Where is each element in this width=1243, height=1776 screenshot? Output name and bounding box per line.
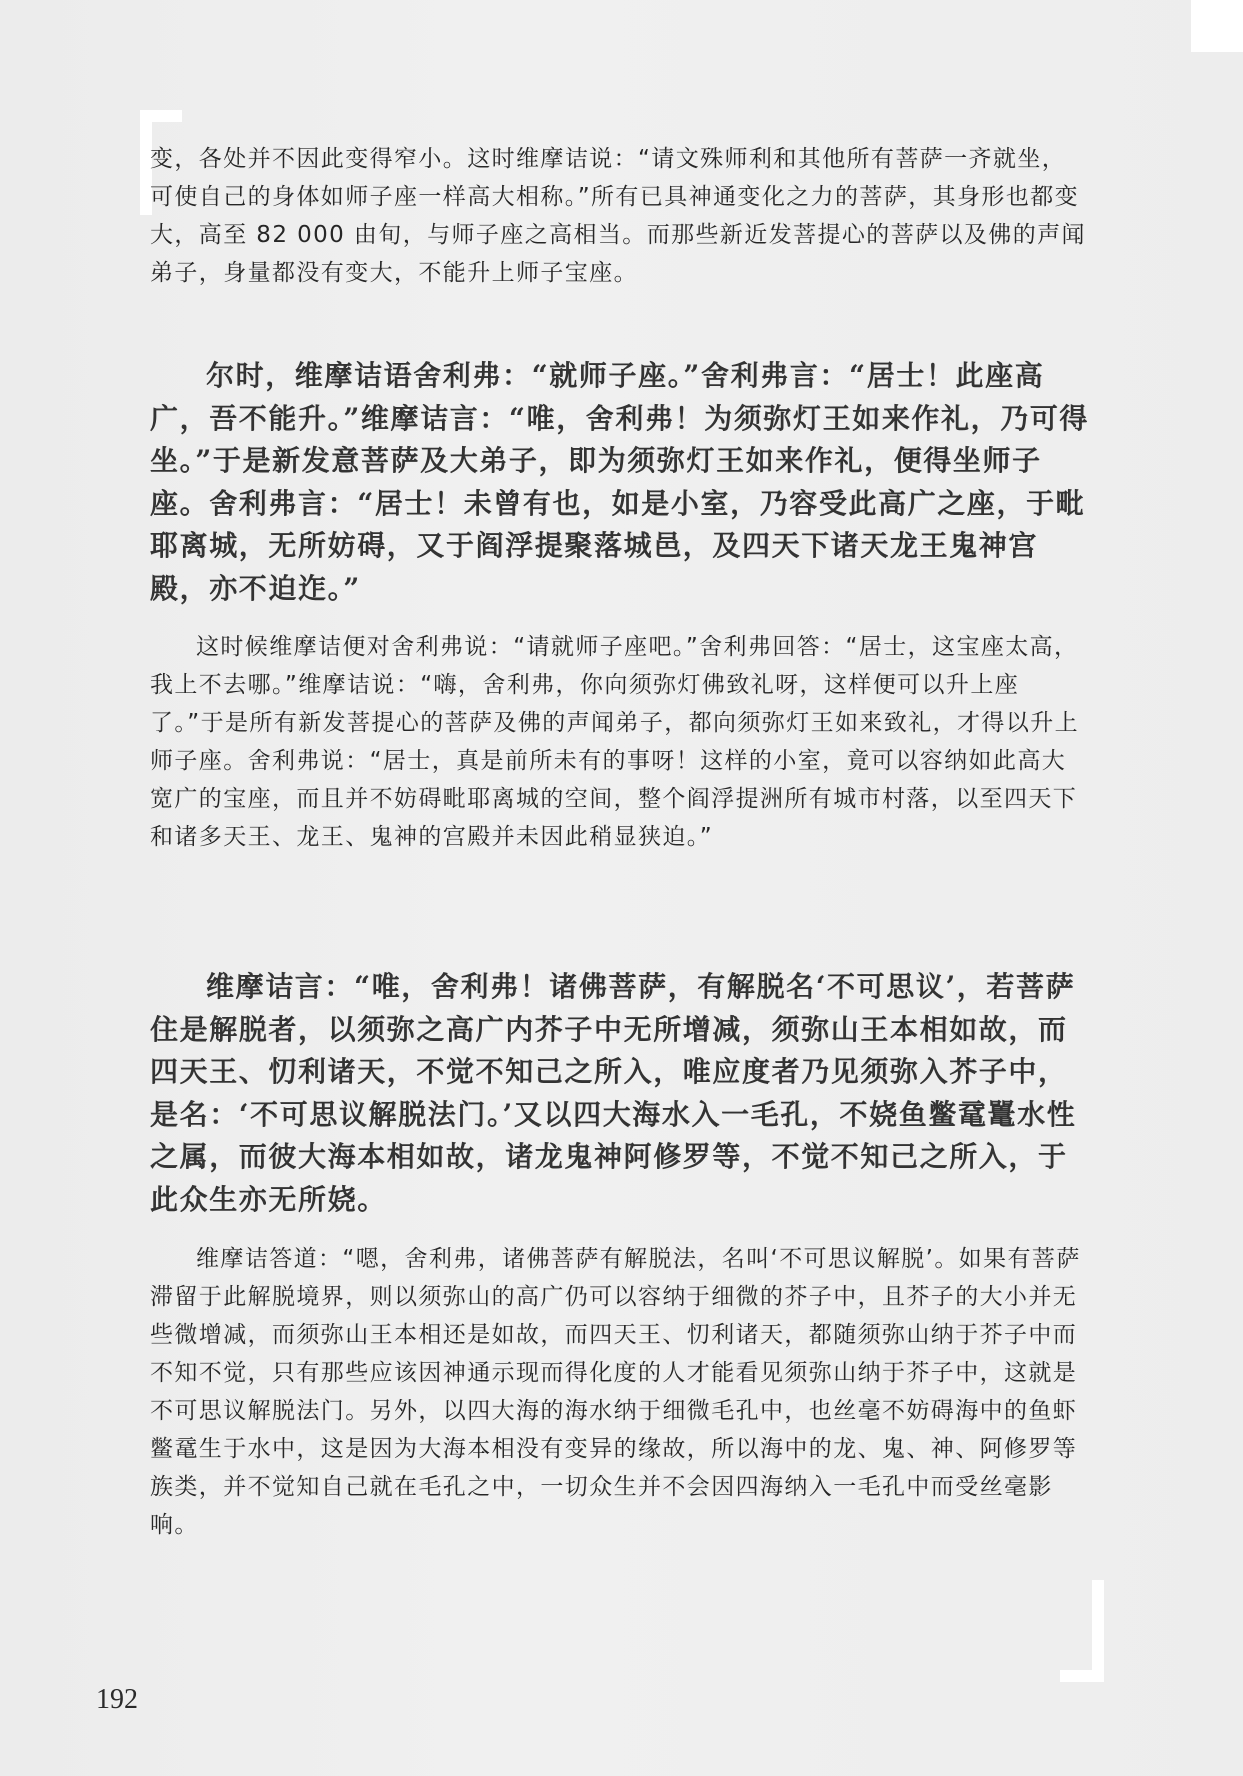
bottom-right-bracket-mark <box>1092 1580 1104 1682</box>
top-left-bracket-mark-bar <box>140 110 182 122</box>
original-text-paragraph-1: 尔时，维摩诘语舍利弗：“就师子座。”舍利弗言：“居士！此座高广，吾不能升。”维摩诘言：“唯，舍利弗！为须弥灯王如来作礼，乃可得坐。”于是新发意菩萨及大弟子，即为须弥灯王如来作礼，便得坐师子座。舍利弗言：“居士！未曾有也，如是小室，乃容受此高广之座，于毗耶离城，无所妨碍，又于阎浮提聚落城邑，及四天下诸天龙王鬼神宫殿，亦不迫迮。” <box>150 359 1090 605</box>
translation-paragraph-2: 这时候维摩诘便对舍利弗说：“请就师子座吧。”舍利弗回答：“居士，这宝座太高，我上不去哪。”维摩诘说：“嗨，舍利弗，你向须弥灯佛致礼呀，这样便可以升上座了。”于是所有新发菩提心的菩萨及佛的声闻弟子，都向须弥灯王如来致礼，才得以升上师子座。舍利弗说：“居士，真是前所未有的事呀！这样的小室，竟可以容纳如此高大宽广的宝座，而且并不妨碍毗耶离城的空间，整个阎浮提洲所有城市村落，以至四天下和诸多天王、龙王、鬼神的宫殿并未因此稍显狭迫。” <box>150 634 1080 850</box>
original-text-paragraph-2: 维摩诘言：“唯，舍利弗！诸佛菩萨，有解脱名‘不可思议’，若菩萨住是解脱者，以须弥之高广内芥子中无所增减，须弥山王本相如故，而四天王、忉利诸天，不觉不知己之所入，唯应度者乃见须弥入芥子中，是名：‘不可思议解脱法门。’又以四大海水入一毛孔，不娆鱼鳖鼋鼍水性之属，而彼大海本相如故，诸龙鬼神阿修罗等，不觉不知己之所入，于此众生亦无所娆。 <box>150 970 1077 1216</box>
scan-corner <box>1191 0 1243 52</box>
page-number: 192 <box>96 1684 138 1715</box>
translation-paragraph-1: 变，各处并不因此变得窄小。这时维摩诘说：“请文殊师利和其他所有菩萨一齐就坐，可使自己的身体如师子座一样高大相称。”所有已具神通变化之力的菩萨，其身形也都变大，高至 82 000 由旬，与师子座之高相当。而那些新近发菩提心的菩萨以及佛的声闻弟子，身量都没有变大，不能升上师子宝座。 <box>150 146 1086 286</box>
translation-paragraph-3: 维摩诘答道：“嗯，舍利弗，诸佛菩萨有解脱法，名叫‘不可思议解脱’。如果有菩萨滞留于此解脱境界，则以须弥山的高广仍可以容纳于细微的芥子中，且芥子的大小并无些微增减，而须弥山王本相还是如故，而四天王、忉利诸天，都随须弥山纳于芥子中而不知不觉，只有那些应该因神通示现而得化度的人才能看见须弥山纳于芥子中，这就是不可思议解脱法门。另外，以四大海的海水纳于细微毛孔中，也丝毫不妨碍海中的鱼虾鳖鼋生于水中，这是因为大海本相没有变异的缘故，所以海中的龙、鬼、神、阿修罗等族类，并不觉知自己就在毛孔之中，一切众生并不会因四海纳入一毛孔中而受丝毫影响。 <box>150 1246 1081 1538</box>
bottom-right-bracket-mark-bar <box>1060 1670 1104 1682</box>
